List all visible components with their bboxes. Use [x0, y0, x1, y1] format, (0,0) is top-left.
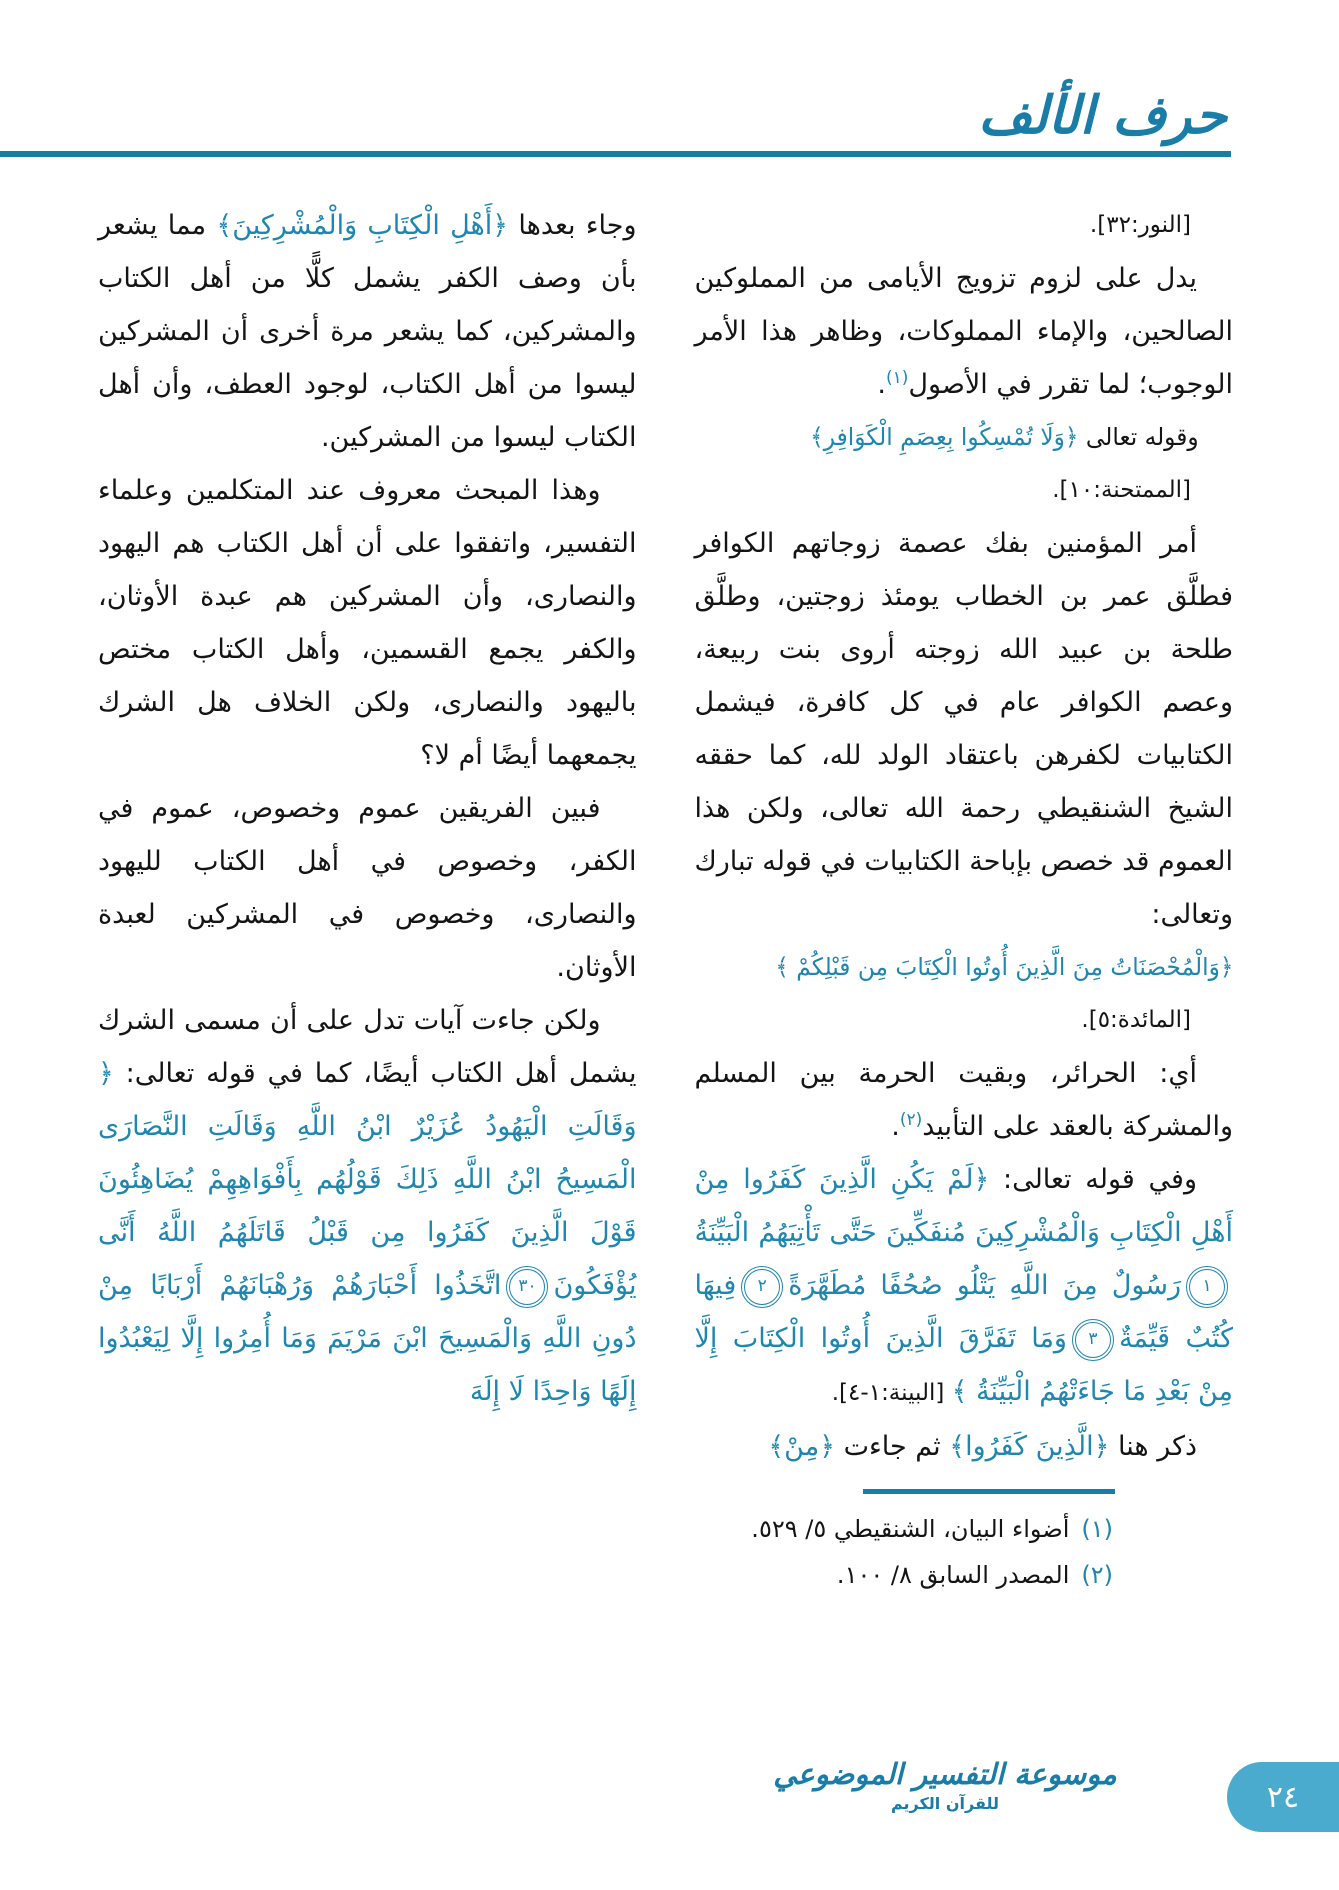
body-text: أي: الحرائر، وبقيت الحرمة بين المسلم والمشركة بالعقد على التأبيد — [694, 1058, 1233, 1143]
sura-ref-maida: [المائدة:٥]. — [1081, 1007, 1191, 1034]
footnote-marker-1: (١) — [885, 368, 909, 389]
ayah-number-medallion: ٢ — [741, 1266, 783, 1308]
paragraph: أمر المؤمنين بفك عصمة زوجاتهم الكوافر فطلَّق عمر بن الخطاب يومئذ زوجتين، وطلَّق طلحة بن عبيد الله زوجته أروى بنت ربيعة، وعصم الكوافر عام في كل كافرة، فيشمل الكتابيات لكفرهن باعتقاد الولد لله، كما حققه الشيخ الشنقيطي رحمة الله تعالى، ولكن هذا العموم قد خصص بإباحة الكتابيات في قوله تبارك وتعالى: — [694, 528, 1233, 931]
footnote-marker-2: (٢) — [899, 1110, 923, 1131]
quran-quote: ﴿مِنْ﴾ — [768, 1431, 836, 1463]
page-number: ٢٤ — [1266, 1779, 1300, 1815]
footnote-number: (٢) — [1081, 1561, 1113, 1590]
ayah-number-medallion: ٣ — [1072, 1319, 1114, 1361]
body-text: ذكر هنا — [1109, 1431, 1197, 1463]
paragraph — [711, 411, 1233, 464]
paragraph — [695, 1047, 1234, 1153]
quran-quote: اتَّخَذُوا أَحْبَارَهُمْ وَرُهْبَانَهُمْ أَرْبَابًا مِنْ دُونِ اللَّهِ وَالْمَسِيحَ ابْنَ مَرْيَمَ وَمَا أُمِرُوا إِلَّا لِيَعْبُدُوا إِلَهًا وَاحِدًا لَا إِلَهَ — [98, 1270, 637, 1408]
page-number-badge — [1227, 1762, 1339, 1832]
body-text: ثم جاءت — [835, 1431, 950, 1463]
footnote-item — [695, 1506, 1234, 1552]
body-text: مما يشعر بأن وصف الكفر يشمل كلًّا من أهل الكتاب والمشركين، كما يشعر مرة أخرى أن المشركين ليسوا من أهل الكتاب، لوجود العطف، وأن أهل الكتاب ليسوا من المشركين. — [98, 210, 637, 454]
publisher-logo — [769, 1756, 1121, 1813]
quran-quote: رَسُولٌ مِنَ اللَّهِ يَتْلُو صُحُفًا مُطَهَّرَةً — [788, 1270, 1181, 1302]
body-text: وقوله تعالى — [1077, 423, 1199, 452]
body-text: وفي قوله تعالى: — [989, 1164, 1197, 1196]
footnotes-block — [695, 1489, 1234, 1598]
paragraph — [98, 199, 637, 464]
paragraph: وهذا المبحث معروف عند المتكلمين وعلماء التفسير، واتفقوا على أن أهل الكتاب هم اليهود والنصارى، وأن المشركين هم عبدة الأوثان، والكفر يجمع القسمين، وأهل الكتاب مختص باليهود والنصارى، ولكن الخلاف هل الشرك يجمعهما أيضًا أم لا؟ — [98, 475, 637, 772]
quran-quote: فِيهَا كُتُبٌ قَيِّمَةٌ — [694, 1270, 1233, 1355]
right-column — [695, 199, 1234, 1598]
publisher-logo-title: موسوعة التفسير الموضوعي — [773, 1757, 1117, 1791]
sura-ref-mumtahana: [الممتحنة:١٠]. — [1052, 477, 1191, 504]
quran-quote: ﴿أَهْلِ الْكِتَابِ وَالْمُشْرِكِينَ﴾ — [216, 210, 509, 242]
body-text: ولكن جاءت آيات تدل على أن مسمى الشرك يشمل أهل الكتاب أيضًا، كما في قوله تعالى: — [98, 1005, 637, 1090]
quran-quote: ﴿وَالْمُحْصَنَاتُ مِنَ الَّذِينَ أُوتُوا الْكِتَابَ مِن قَبْلِكُمْ ﴾ — [774, 953, 1233, 982]
ayah-number-medallion: ٣٠ — [506, 1266, 548, 1308]
quran-quote: ﴿وَلَا تُمْسِكُوا بِعِصَمِ الْكَوَافِرِ﴾ — [809, 423, 1078, 452]
page-body — [0, 157, 1339, 1598]
footnote-text: أضواء البيان، الشنقيطي ٥/ ٥٢٩. — [751, 1515, 1070, 1544]
sura-ref-bayyina: [البينة:١-٤]. — [831, 1380, 952, 1407]
footnote-text: المصدر السابق ٨/ ١٠٠. — [836, 1561, 1070, 1590]
body-text: . — [877, 369, 886, 401]
left-column — [98, 199, 637, 1418]
paragraph: فبين الفريقين عموم وخصوص، عموم في الكفر، وخصوص في أهل الكتاب لليهود والنصارى، وخصوص في المشركين لعبدة الأوثان. — [98, 793, 637, 984]
body-text: . — [891, 1111, 900, 1143]
sura-ref-nur: [النور:٣٢]. — [1089, 212, 1191, 239]
chapter-title: حرف الألف — [978, 86, 1227, 146]
body-text: وجاء بعدها — [508, 210, 637, 242]
ayah-number-medallion: ١ — [1186, 1266, 1228, 1308]
quran-quote: ﴿لَمْ يَكُنِ الَّذِينَ كَفَرُوا مِنْ أَهْلِ الْكِتَابِ وَالْمُشْرِكِينَ مُنفَكِّينَ حَتَّى تَأْتِيَهُمُ الْبَيِّنَةُ — [694, 1164, 1233, 1249]
page-header — [0, 0, 1339, 157]
publisher-logo-subtitle: للقرآن الكريم — [890, 1794, 1000, 1814]
footnote-separator — [863, 1489, 1115, 1494]
footnote-item — [695, 1552, 1234, 1598]
paragraph — [695, 1420, 1234, 1473]
paragraph — [695, 252, 1234, 411]
body-text: يدل على لزوم تزويج الأيامى من المملوكين الصالحين، والإماء المملوكات، وظاهر هذا الأمر الوجوب؛ لما تقرر في الأصول — [694, 263, 1233, 401]
paragraph — [98, 994, 637, 1418]
quran-quote: ﴿الَّذِينَ كَفَرُوا﴾ — [949, 1431, 1110, 1463]
quran-quote: وَمَا تَفَرَّقَ الَّذِينَ أُوتُوا الْكِتَابَ إِلَّا مِنْ بَعْدِ مَا جَاءَتْهُمُ الْبَيِّنَةُ ﴾ — [694, 1323, 1233, 1408]
footnote-number: (١) — [1081, 1515, 1113, 1544]
quran-quote: ﴿ وَقَالَتِ الْيَهُودُ عُزَيْرٌ ابْنُ اللَّهِ وَقَالَتِ النَّصَارَى الْمَسِيحُ ابْنُ اللَّهِ ذَلِكَ قَوْلُهُم بِأَفْوَاهِهِمْ يُضَاهِئُونَ قَوْلَ الَّذِينَ كَفَرُوا مِن قَبْلُ قَاتَلَهُمُ اللَّهُ أَنَّى يُؤْفَكُونَ — [98, 1058, 637, 1302]
paragraph — [695, 1153, 1234, 1420]
